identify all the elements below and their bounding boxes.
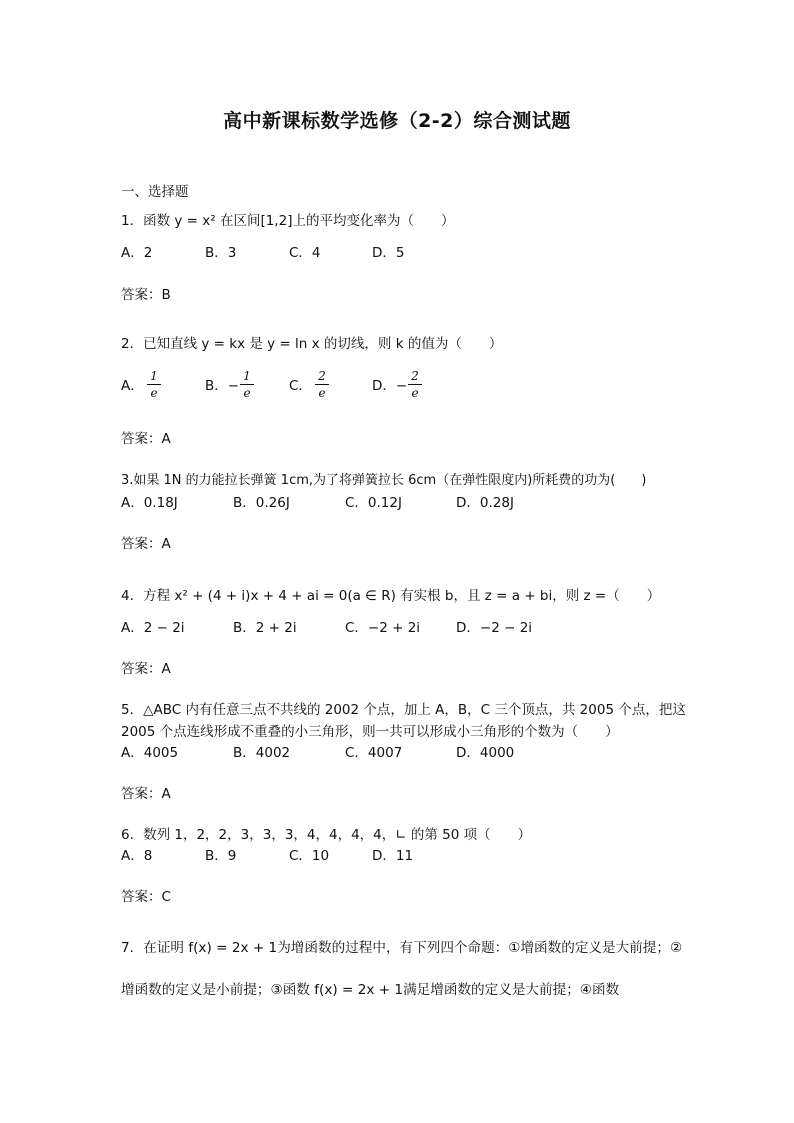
question-6-option-c: C．10: [289, 848, 330, 864]
question-2-stem: 2．已知直线 y = kx 是 y = ln x 的切线，则 k 的值为（ ）: [121, 336, 503, 352]
question-6-stem: 6．数列 1，2，2，3，3，3，4，4，4，4，∟ 的第 50 项（ ）: [121, 827, 532, 843]
question-1-stem: 1．函数 y = x² 在区间[1,2]上的平均变化率为（ ）: [121, 213, 455, 229]
section-heading: 一、选择题: [121, 184, 189, 200]
fraction-denominator: e: [318, 386, 326, 400]
question-2-option-b-fraction: [240, 369, 254, 400]
question-5-stem-line-1: 5．△ABC 内有任意三点不共线的 2002 个点，加上 A，B，C 三个顶点，共 2005 个点，把这: [121, 702, 686, 718]
question-6-option-b: B．9: [205, 848, 237, 864]
question-4-stem: 4．方程 x² + (4 + i)x + 4 + ai = 0(a ∈ R) 有实根 b，且 z = a + bi，则 z =（ ）: [121, 588, 661, 604]
question-3-answer: 答案：A: [121, 536, 171, 552]
question-6-option-a: A．8: [121, 848, 153, 864]
question-2-option-a-fraction: [147, 369, 161, 400]
fraction-bar: [408, 384, 422, 385]
fraction-denominator: e: [150, 386, 158, 400]
question-5-option-b: B．4002: [233, 745, 291, 761]
fraction-numerator: 1: [243, 369, 251, 383]
fraction-numerator: 2: [411, 369, 419, 383]
fraction-denominator: e: [243, 386, 251, 400]
fraction-bar: [147, 384, 161, 385]
question-1-option-c: C．4: [289, 245, 321, 261]
question-3-option-b: B．0.26J: [233, 495, 290, 511]
question-2-option-b-label: B．−: [205, 378, 240, 394]
question-5-answer: 答案：A: [121, 786, 171, 802]
question-1-option-d: D．5: [372, 245, 405, 261]
question-4-option-a: A．2 − 2i: [121, 620, 185, 636]
question-5-stem-line-2: 2005 个点连线形成不重叠的小三角形，则一共可以形成小三角形的个数为（ ）: [121, 724, 619, 740]
question-6-answer: 答案：C: [121, 889, 171, 905]
fraction-numerator: 2: [318, 369, 326, 383]
question-3-stem: 3.如果 1N 的力能拉长弹簧 1cm,为了将弹簧拉长 6cm（在弹性限度内)所耗费的功为( ): [121, 473, 647, 488]
fraction-bar: [315, 384, 329, 385]
question-7-line-2: 增函数的定义是小前提；③函数 f(x) = 2x + 1满足增函数的定义是大前提；④函数: [121, 982, 620, 998]
question-2-option-d-label: D．−: [372, 378, 408, 394]
question-6-option-d: D．11: [372, 848, 414, 864]
question-2-option-d-fraction: [408, 369, 422, 400]
fraction-bar: [240, 384, 254, 385]
question-5-option-a: A．4005: [121, 745, 179, 761]
question-4-answer: 答案：A: [121, 661, 171, 677]
question-1-answer: 答案：B: [121, 287, 171, 303]
question-5-option-d: D．4000: [456, 745, 515, 761]
question-1-option-a: A．2: [121, 245, 153, 261]
question-4-option-c: C．−2 + 2i: [345, 620, 421, 636]
question-3-option-d: D．0.28J: [456, 495, 514, 511]
question-7-line-1: 7．在证明 f(x) = 2x + 1为增函数的过程中，有下列四个命题：①增函数的定义是大前提；②: [121, 940, 683, 956]
page-title: 高中新课标数学选修（2-2）综合测试题: [223, 110, 571, 132]
question-2-option-c-label: C．: [289, 378, 312, 394]
question-2-option-c-fraction: [315, 369, 329, 400]
question-4-option-d: D．−2 − 2i: [456, 620, 533, 636]
question-5-option-c: C．4007: [345, 745, 403, 761]
question-1-option-b: B．3: [205, 245, 237, 261]
question-3-option-c: C．0.12J: [345, 495, 402, 511]
question-3-option-a: A．0.18J: [121, 495, 178, 511]
question-2-answer: 答案：A: [121, 431, 171, 447]
fraction-numerator: 1: [150, 369, 158, 383]
question-2-option-a-label: A．: [121, 378, 144, 394]
question-4-option-b: B．2 + 2i: [233, 620, 297, 636]
fraction-denominator: e: [411, 386, 419, 400]
